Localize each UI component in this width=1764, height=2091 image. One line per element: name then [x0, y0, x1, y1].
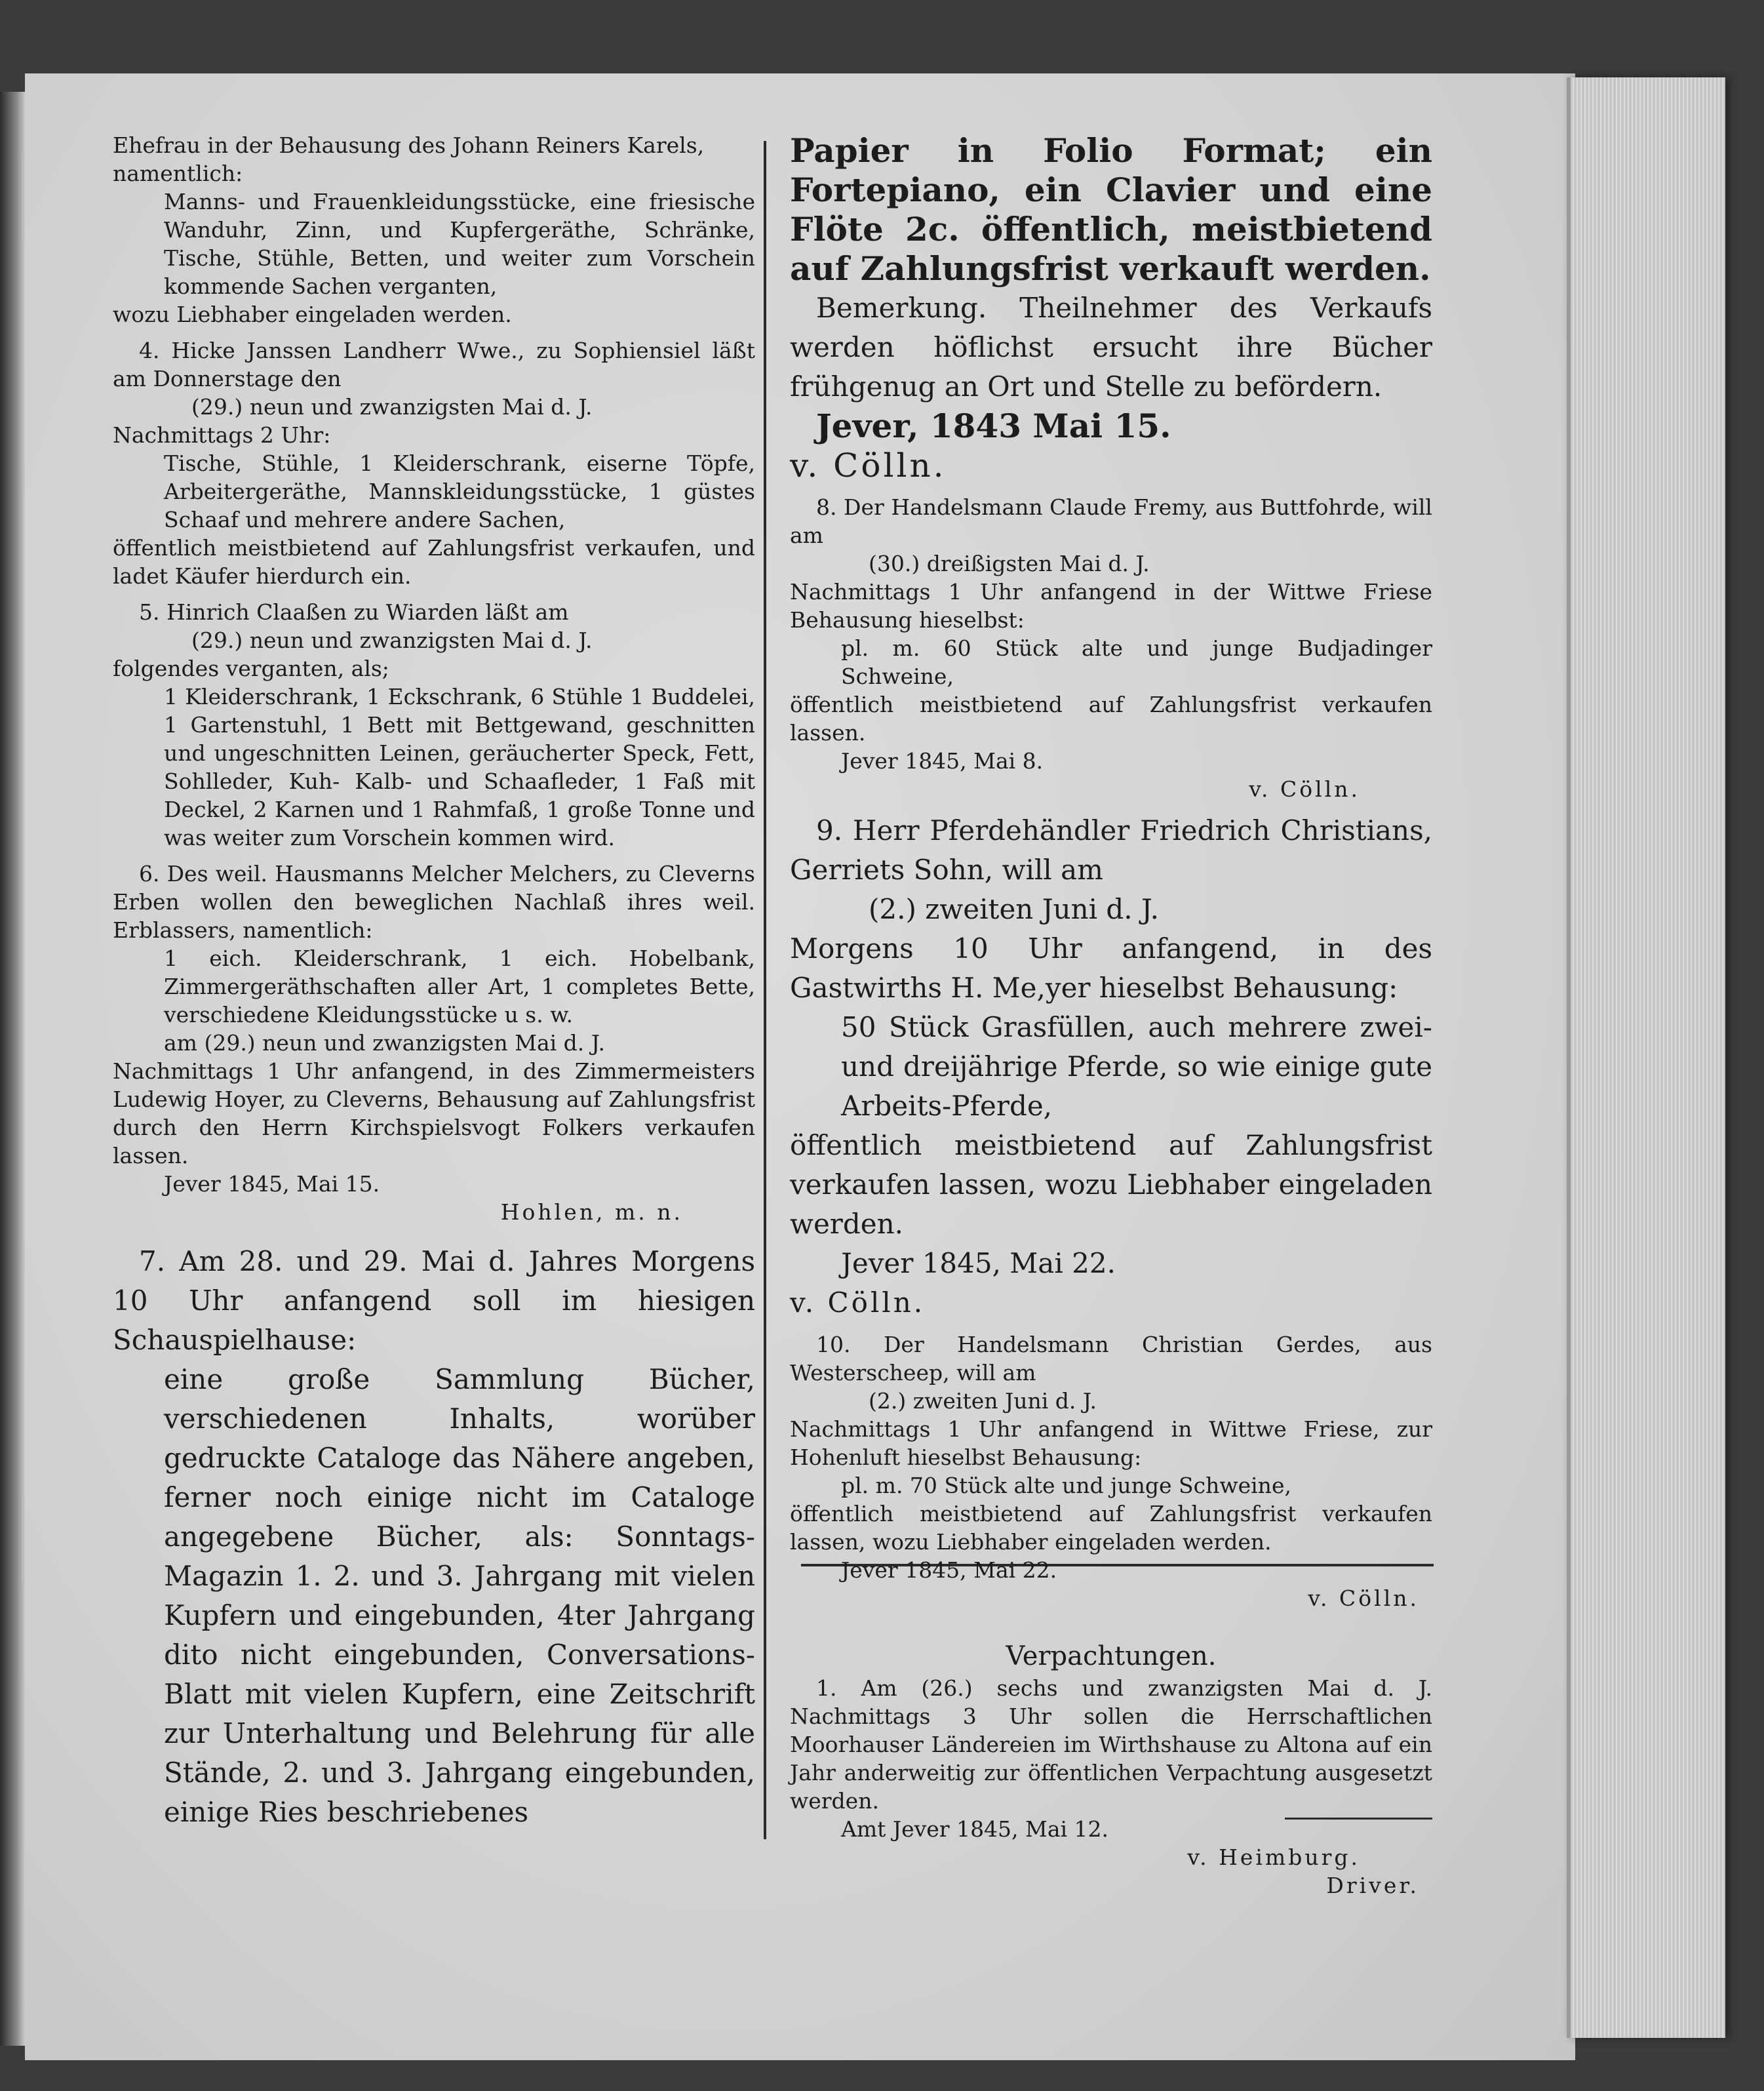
notice-10-intro: 10. Der Handelsmann Christian Gerdes, aus Westerscheep, will am — [790, 1332, 1432, 1385]
column-divider — [764, 141, 766, 1839]
notice-9-closing: öffentlich meistbietend auf Zahlungsfrist verkaufen lassen, wozu Liebhaber eingeladen werden. — [790, 1129, 1432, 1240]
lease-1-text: 1. Am (26.) sechs und zwanzigsten Mai d. J. Nachmittags 3 Uhr sollen die Herrschaftlichen Moorhauser Ländereien im Wirthshause zu Altona auf ein Jahr anderweitig zur öffentlichen Verpachtung ausgesetzt werden. — [790, 1675, 1432, 1814]
notice-6-dateline: Jever 1845, Mai 15. — [164, 1171, 380, 1197]
notice-10-place: Nachmittags 1 Uhr anfangend in Wittwe Friese, zur Hohenluft hieselbst Behausung: — [790, 1416, 1432, 1470]
notice-7-signature: v. Cölln. — [790, 447, 947, 485]
notice-9-dateline: Jever 1845, Mai 22. — [841, 1247, 1116, 1279]
notice-9-signature: v. Cölln. — [790, 1286, 926, 1319]
page-block-edge — [1567, 77, 1725, 2038]
notice-4-date: (29.) neun und zwanzigsten Mai d. J. — [191, 394, 593, 420]
notice-6-details: Nachmittags 1 Uhr anfangend, in des Zimmermeisters Ludewig Hoyer, zu Cleverns, Behausung auf Zahlungsfrist durch den Herrn Kirchspielsvogt Folkers verkaufen lassen. — [113, 1058, 755, 1168]
notice-9-place: Morgens 10 Uhr anfangend, in des Gastwirths H. Me,yer hieselbst Behausung: — [790, 932, 1432, 1004]
notice-7-items: eine große Sammlung Bücher, verschiedenen Inhalts, worüber gedruckte Cataloge das Nähere angeben, ferner noch einige nicht im Cataloge angegebene Bücher, als: Sonntags-Magazin 1. 2. und 3. Jahrgang mit vielen Kupfern und eingebunden, 4ter Jahrgang dito nicht eingebunden, Conversations-Blatt mit vielen Kupfern, eine Zeitschrift zur Unterhaltung und Belehrung für alle Stände, 2. und 3. Jahrgang eingebunden, einige Ries beschriebenes — [164, 1363, 755, 1828]
notice-5-date: (29.) neun und zwanzigsten Mai d. J. — [191, 627, 593, 653]
book-spine-edge — [0, 92, 25, 2046]
notice-6-date: am (29.) neun und zwanzigsten Mai d. J. — [164, 1030, 605, 1056]
notice-10-items: pl. m. 70 Stück alte und junge Schweine, — [841, 1473, 1291, 1498]
lease-1-dateline: Amt Jever 1845, Mai 12. — [841, 1816, 1109, 1842]
notice-5-intro: 5. Hinrich Claaßen zu Wiarden läßt am — [139, 599, 569, 625]
notice-4-items: Tische, Stühle, 1 Kleiderschrank, eiserne Töpfe, Arbeitergeräthe, Mannskleidungsstücke, 1 güstes Schaaf und mehrere andere Sachen, — [164, 450, 755, 532]
notice-7-continued: Papier in Folio Format; ein Fortepiano, ein Clavier und eine Flöte 2c. öffentlich, meistbietend auf Zahlungsfrist verkauft werden. — [790, 131, 1432, 288]
notice-9-intro: 9. Herr Pferdehändler Friedrich Christians, Gerriets Sohn, will am — [790, 814, 1432, 886]
left-closing: wozu Liebhaber eingeladen werden. — [113, 302, 512, 327]
lease-1-signature-1: v. Heimburg. — [1187, 1844, 1360, 1870]
section-heading-verpachtungen: Verpachtungen. — [1006, 1641, 1217, 1671]
left-line-1: Ehefrau in der Behausung des Johann Reiners Karels, — [113, 132, 705, 158]
left-item-list: Manns- und Frauenkleidungsstücke, eine friesische Wanduhr, Zinn, und Kupfergeräthe, Schränke, Tische, Stühle, Betten, und weiter zum Vorschein kommende Sachen verganten, — [164, 189, 755, 299]
notice-8-date: (30.) dreißigsten Mai d. J. — [869, 551, 1150, 576]
notice-7-intro: 7. Am 28. und 29. Mai d. Jahres Morgens 10 Uhr anfangend soll im hiesigen Schauspielhause: — [113, 1245, 755, 1356]
notice-6-signature: Hohlen, m. n. — [500, 1199, 683, 1225]
notice-6-intro: 6. Des weil. Hausmanns Melcher Melchers, zu Cleverns Erben wollen den beweglichen Nachlaß ihres weil. Erblassers, namentlich: — [113, 861, 755, 943]
notice-5-items: 1 Kleiderschrank, 1 Eckschrank, 6 Stühle 1 Buddelei, 1 Gartenstuhl, 1 Bett mit Bettgewand, geschnitten und ungeschnitten Leinen, geräucherter Speck, Fett, Sohlleder, Kuh- Kalb- und Schaafleder, 1 Faß mit Deckel, 2 Karnen und 1 Rahmfaß, 1 große Tonne und was weiter zum Vorschein kommen wird. — [164, 684, 755, 850]
notice-7-dateline: Jever, 1843 Mai 15. — [816, 407, 1171, 445]
notice-8-dateline: Jever 1845, Mai 8. — [841, 748, 1044, 774]
notice-5-lead: folgendes verganten, als; — [113, 656, 389, 681]
notice-8-items: pl. m. 60 Stück alte und junge Budjadinger Schweine, — [841, 635, 1432, 689]
notice-10-date: (2.) zweiten Juni d. J. — [869, 1388, 1097, 1414]
notice-10-signature: v. Cölln. — [1308, 1585, 1419, 1611]
notice-4-time: Nachmittags 2 Uhr: — [113, 422, 331, 448]
left-column — [113, 131, 755, 1832]
notice-10-dateline: Jever 1845, Mai 22. — [841, 1557, 1057, 1583]
notice-4-closing: öffentlich meistbietend auf Zahlungsfrist verkaufen, und ladet Käufer hierdurch ein. — [113, 535, 755, 589]
notice-10-closing: öffentlich meistbietend auf Zahlungsfrist verkaufen lassen, wozu Liebhaber eingeladen werden. — [790, 1501, 1432, 1555]
right-column — [790, 131, 1432, 1900]
lease-1-signature-2: Driver. — [1326, 1873, 1419, 1898]
left-line-2: namentlich: — [113, 161, 243, 186]
notice-6-items: 1 eich. Kleiderschrank, 1 eich. Hobelbank, Zimmergeräthschaften aller Art, 1 completes Bette, verschiedene Kleidungsstücke u s. w. — [164, 946, 755, 1027]
notice-7-remark: Bemerkung. Theilnehmer des Verkaufs werden höflichst ersucht ihre Bücher frühgenug an Ort und Stelle zu befördern. — [790, 292, 1432, 403]
notice-8-place: Nachmittags 1 Uhr anfangend in der Wittwe Friese Behausung hieselbst: — [790, 579, 1432, 633]
notice-8-signature: v. Cölln. — [1249, 776, 1360, 802]
notice-4-intro: 4. Hicke Janssen Landherr Wwe., zu Sophiensiel läßt am Donnerstage den — [113, 338, 755, 391]
notice-9-date: (2.) zweiten Juni d. J. — [869, 893, 1159, 925]
notice-8-closing: öffentlich meistbietend auf Zahlungsfrist verkaufen lassen. — [790, 692, 1432, 746]
notice-9-items: 50 Stück Grasfüllen, auch mehrere zwei- und dreijährige Pferde, so wie einige gute Arbeits-Pferde, — [841, 1011, 1432, 1122]
notice-8-intro: 8. Der Handelsmann Claude Fremy, aus Buttfohrde, will am — [790, 494, 1432, 548]
